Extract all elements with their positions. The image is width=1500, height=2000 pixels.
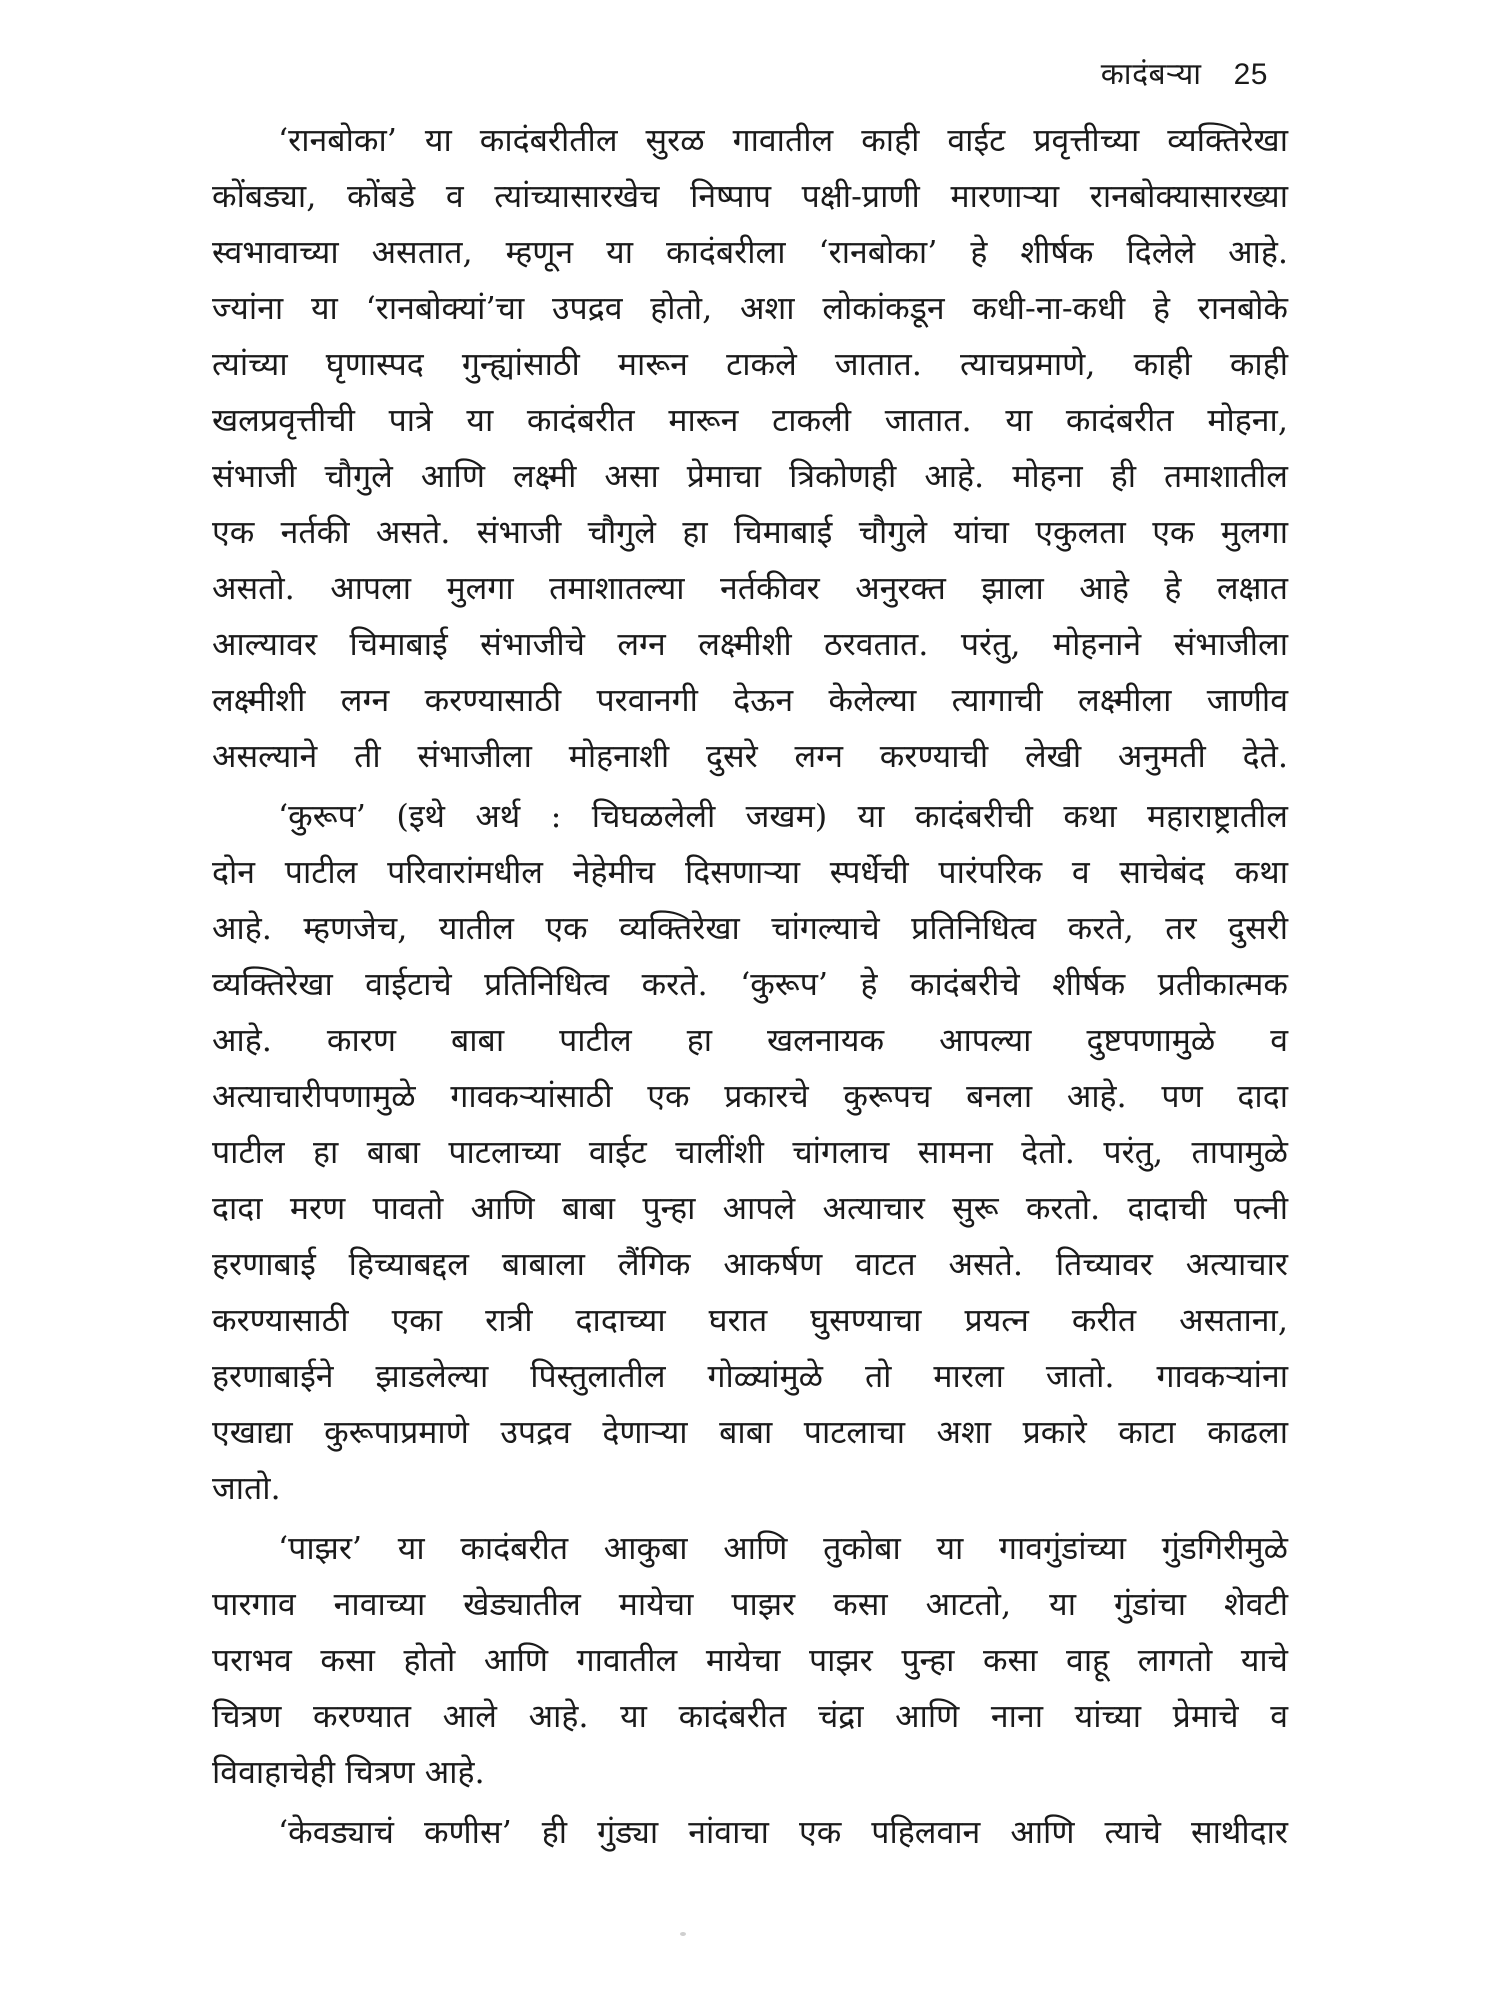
- text-line: आहे. म्हणजेच, यातील एक व्यक्तिरेखा चांगल्याचे प्रतिनिधित्व करते, तर दुसरी: [212, 909, 1288, 947]
- paragraph-pazar: [212, 1520, 1288, 1800]
- text-line: खलप्रवृत्तीची पात्रे या कादंबरीत मारून टाकली जातात. या कादंबरीत मोहना,: [212, 401, 1288, 439]
- paragraph-kurup: [212, 788, 1288, 1516]
- text-line: कोंबड्या, कोंबडे व त्यांच्यासारखेच निष्पाप पक्षी-प्राणी मारणाऱ्या रानबोक्यासारख्या: [212, 177, 1288, 215]
- text-line: ‘पाझर’ या कादंबरीत आकुबा आणि तुकोबा या गावगुंडांच्या गुंडगिरीमुळे: [278, 1529, 1288, 1567]
- text-line: ‘कुरूप’ (इथे अर्थ : चिघळलेली जखम) या कादंबरीची कथा महाराष्ट्रातील: [278, 797, 1288, 835]
- text-line: ज्यांना या ‘रानबोक्यां’चा उपद्रव होतो, अशा लोकांकडून कधी-ना-कधी हे रानबोके: [212, 289, 1288, 327]
- text-line: अत्याचारीपणामुळे गावकऱ्यांसाठी एक प्रकारचे कुरूपच बनला आहे. पण दादा: [212, 1077, 1288, 1115]
- paragraph-kevdyacha-kanis: [212, 1804, 1288, 1860]
- text-line: दोन पाटील परिवारांमधील नेहेमीच दिसणाऱ्या स्पर्धेची पारंपरिक व साचेबंद कथा: [212, 853, 1288, 891]
- text-line: असल्याने ती संभाजीला मोहनाशी दुसरे लग्न करण्याची लेखी अनुमती देते.: [212, 737, 1288, 775]
- text-line: असतो. आपला मुलगा तमाशातल्या नर्तकीवर अनुरक्त झाला आहे हे लक्षात: [212, 569, 1288, 607]
- text-line: विवाहाचेही चित्रण आहे.: [212, 1753, 485, 1791]
- page-number: 25: [1233, 58, 1268, 91]
- text-line: पारगाव नावाच्या खेड्यातील मायेचा पाझर कसा आटतो, या गुंडांचा शेवटी: [212, 1585, 1288, 1623]
- text-line: पाटील हा बाबा पाटलाच्या वाईट चालींशी चांगलाच सामना देतो. परंतु, तापामुळे: [212, 1133, 1288, 1171]
- text-line: त्यांच्या घृणास्पद गुन्ह्यांसाठी मारून टाकले जातात. त्याचप्रमाणे, काही काही: [212, 345, 1288, 383]
- text-line: जातो.: [212, 1469, 281, 1507]
- text-line: ‘रानबोका’ या कादंबरीतील सुरळ गावातील काही वाईट प्रवृत्तीच्या व्यक्तिरेखा: [278, 121, 1288, 159]
- body-text: [212, 112, 1288, 1860]
- text-line: दादा मरण पावतो आणि बाबा पुन्हा आपले अत्याचार सुरू करतो. दादाची पत्नी: [212, 1189, 1288, 1227]
- print-speck: [680, 1932, 686, 1936]
- text-line: आहे. कारण बाबा पाटील हा खलनायक आपल्या दुष्टपणामुळे व: [212, 1021, 1288, 1059]
- text-line: पराभव कसा होतो आणि गावातील मायेचा पाझर पुन्हा कसा वाहू लागतो याचे: [212, 1641, 1288, 1679]
- running-head: [1101, 52, 1268, 93]
- text-line: हरणाबाईने झाडलेल्या पिस्तुलातील गोळ्यांमुळे तो मारला जातो. गावकऱ्यांना: [212, 1357, 1288, 1395]
- text-line: एक नर्तकी असते. संभाजी चौगुले हा चिमाबाई चौगुले यांचा एकुलता एक मुलगा: [212, 513, 1288, 551]
- text-line: हरणाबाई हिच्याबद्दल बाबाला लैंगिक आकर्षण वाटत असते. तिच्यावर अत्याचार: [212, 1245, 1288, 1283]
- text-line: लक्ष्मीशी लग्न करण्यासाठी परवानगी देऊन केलेल्या त्यागाची लक्ष्मीला जाणीव: [212, 681, 1288, 719]
- running-head-title: कादंबऱ्या: [1100, 57, 1202, 92]
- text-line: आल्यावर चिमाबाई संभाजीचे लग्न लक्ष्मीशी ठरवतात. परंतु, मोहनाने संभाजीला: [212, 625, 1288, 663]
- text-line: संभाजी चौगुले आणि लक्ष्मी असा प्रेमाचा त्रिकोणही आहे. मोहना ही तमाशातील: [212, 457, 1288, 495]
- text-line: चित्रण करण्यात आले आहे. या कादंबरीत चंद्रा आणि नाना यांच्या प्रेमाचे व: [212, 1697, 1288, 1735]
- text-line: एखाद्या कुरूपाप्रमाणे उपद्रव देणाऱ्या बाबा पाटलाचा अशा प्रकारे काटा काढला: [212, 1413, 1288, 1451]
- text-line: ‘केवड्याचं कणीस’ ही गुंड्या नांवाचा एक पहिलवान आणि त्याचे साथीदार: [278, 1813, 1288, 1851]
- text-line: व्यक्तिरेखा वाईटाचे प्रतिनिधित्व करते. ‘कुरूप’ हे कादंबरीचे शीर्षक प्रतीकात्मक: [212, 965, 1288, 1003]
- text-line: स्वभावाच्या असतात, म्हणून या कादंबरीला ‘रानबोका’ हे शीर्षक दिलेले आहे.: [212, 233, 1288, 271]
- paragraph-ranboka: [212, 112, 1288, 784]
- text-line: करण्यासाठी एका रात्री दादाच्या घरात घुसण्याचा प्रयत्न करीत असताना,: [212, 1301, 1288, 1339]
